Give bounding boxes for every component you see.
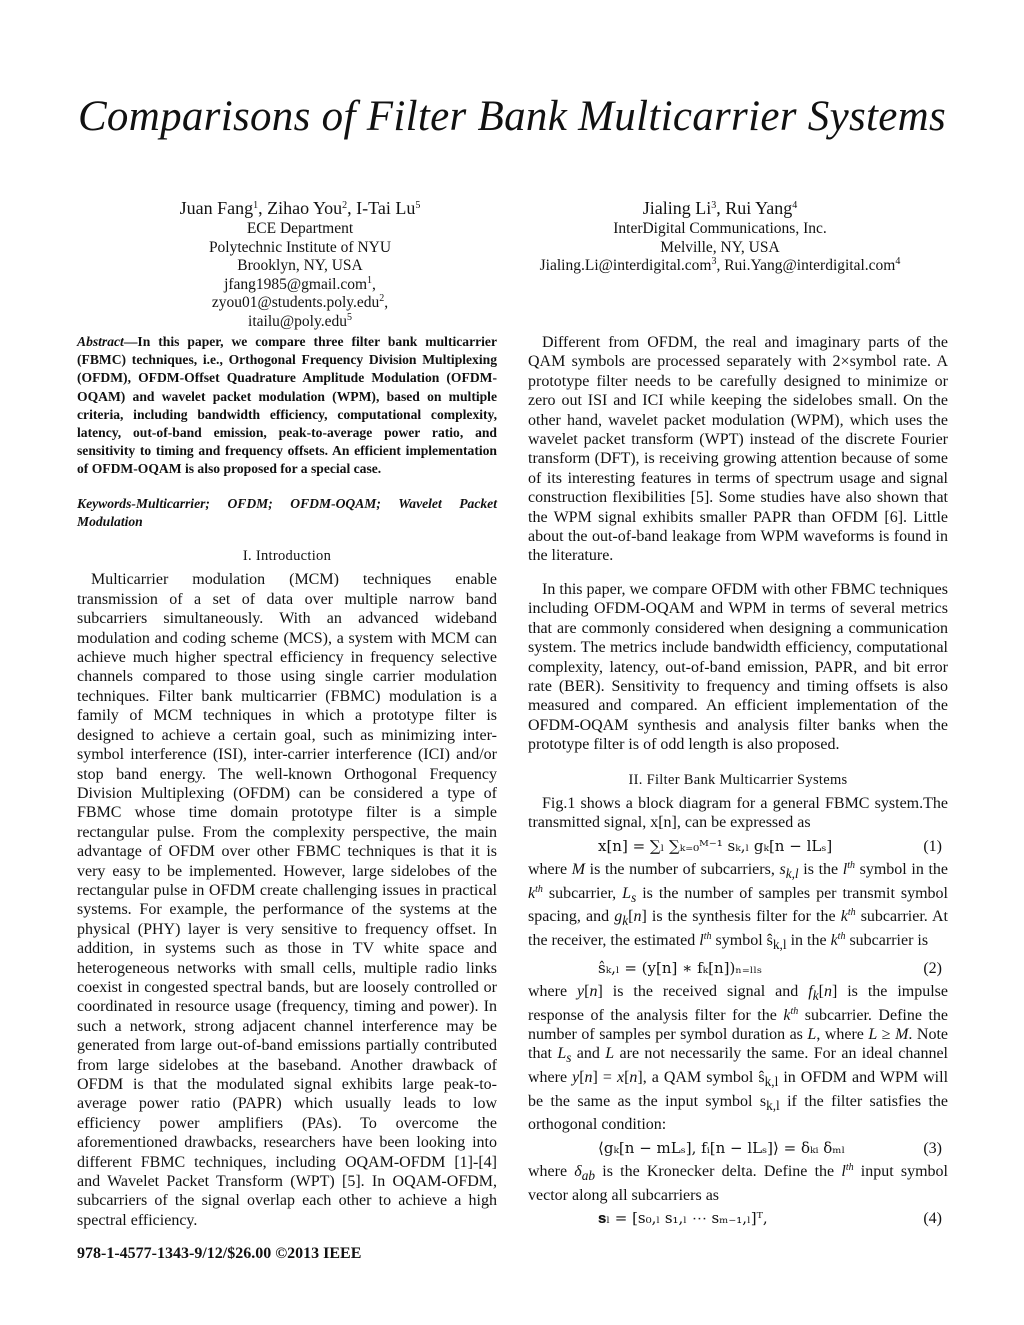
- copyright-footer: 978-1-4577-1343-9/12/$26.00 ©2013 IEEE: [77, 1245, 362, 1262]
- section-heading-introduction: I. Introduction: [242, 548, 332, 565]
- author-emails-cont: itailu@poly.edu$^5$: [248, 311, 352, 330]
- equation-expression: ⟨gₖ[n − mLₛ], fᵢ[n − lLₛ]⟩ = δₖᵢ δₘₗ: [598, 1138, 846, 1157]
- right-column: [528, 333, 948, 1232]
- equation-2: [528, 955, 948, 982]
- equation-number: (1): [923, 837, 942, 855]
- paper-title: Comparisons of Filter Bank Multicarrier Systems: [77, 93, 947, 140]
- author-dept: ECE Department: [246, 220, 354, 237]
- paragraph: Fig.1 shows a block diagram for a general FBMC system.The transmitted signal, x[n], can be expressed as: [528, 794, 948, 832]
- paragraph: Different from OFDM, the real and imaginary parts of the QAM symbols are processed separately with 2×symbol rate. A prototype filter needs to be carefully designed to minimize or zero out ISI and ICI while keeping the sidelobes small. On the other hand, wavelet packet modulation (WPM), which uses the wavelet packet transform (WPT) instead of the discrete Fourier transform (DFT), is receiving growing attention because of some of its interesting features in terms of spectrum usage and signal construction flexibilities [5]. Some studies have also shown that the WPM signal exhibits smaller PAPR than OFDM [6]. Little about the out-of-band leakage from WPM waveforms is found in the literature.: [528, 334, 948, 565]
- author-institution: InterDigital Communications, Inc.: [613, 220, 827, 237]
- equation-expression: x[n] = ∑ₗ ∑ₖ₌₀ᴹ⁻¹ sₖ,ₗ gₖ[n − lLₛ]: [598, 836, 833, 855]
- author-city: Melville, NY, USA: [660, 238, 780, 256]
- paragraph: where $\delta_{ab}$ is the Kronecker delta. Define the $l^{th}$ input symbol vector along all subcarriers as: [528, 1161, 948, 1204]
- equation-expression: 𝐬ₗ = [s₀,ₗ s₁,ₗ ⋯ sₘ₋₁,ₗ]ᵀ,: [598, 1208, 768, 1227]
- author-block-interdigital: [520, 197, 920, 276]
- section-heading-fbmc: II. Filter Bank Multicarrier Systems: [628, 771, 848, 788]
- equation-expression: ŝₖ,ₗ = (y[n] ∗ fₖ[n])ₙ₌ₗₗₛ: [598, 958, 763, 977]
- equation-1: [528, 833, 948, 860]
- left-column: [77, 333, 497, 1230]
- paragraph: In this paper, we compare OFDM with other FBMC techniques including OFDM-OQAM and WPM in terms of several metrics that are commonly considered when designing a communication system. The metrics include bandwidth efficiency, computational complexity, latency, out-of-band emission, PAPR, and bit error rate (BER). Sensitivity to frequency and timing offsets is also measured and compared. An efficient implementation of the OFDM-OQAM synthesis and analysis filter banks when the prototype filter is of odd length is also proposed.: [528, 580, 948, 754]
- equation-4: [528, 1205, 948, 1232]
- abstract-lead: Abstract: [77, 334, 124, 349]
- paragraph: where y[n] is the received signal and $f_k[n]$ is the impulse response of the analysis filter for the $k^{th}$ subcarrier. Define the number of samples per symbol duration as L, where L ≥ M. Note that $L_s$ and L are not necessarily the same. For an ideal channel where y[n] = x[n], a QAM symbol $ŝ_{k,l}$ in OFDM and WPM will be the same as the input symbol $s_{k,l}$ if the filter satisfies the orthogonal condition:: [528, 982, 949, 1134]
- author-names: Juan Fang$^1$, Zihao You$^2$, I-Tai Lu$^5$: [179, 198, 421, 218]
- author-emails: jfang1985@gmail.com$^1$, zyou01@students.poly.edu$^2$,: [211, 274, 389, 311]
- paragraph: where M is the number of subcarriers, $s_{k,l}$ is the $l^{th}$ symbol in the $k^{th}$ subcarrier, $L_s$ is the number of samples per transmit symbol spacing, and $g_k[n]$ is the synthesis filter for the $k^{th}$ subcarrier. At the receiver, the estimated $l^{th}$ symbol $ŝ_{k,l}$ in the $k^{th}$ subcarrier is: [528, 860, 949, 953]
- equation-3: [528, 1135, 948, 1162]
- author-emails: Jialing.Li@interdigital.com$^3$, Rui.Yang@interdigital.com$^4$: [539, 256, 901, 274]
- equation-number: (4): [923, 1209, 942, 1227]
- author-institution: Polytechnic Institute of NYU: [208, 238, 392, 256]
- equation-number: (3): [923, 1139, 942, 1157]
- equation-number: (2): [923, 959, 942, 977]
- author-city: Brooklyn, NY, USA: [237, 257, 363, 274]
- author-block-nyu: [135, 197, 465, 331]
- intro-paragraph: Multicarrier modulation (MCM) techniques enable transmission of a set of data over multiple narrow band subcarriers simultaneously. With an advanced wideband modulation and coding scheme (MCS), a system with MCM can achieve much higher spectral efficiency in frequency selective channels compared to those using single carrier modulation techniques. Filter bank multicarrier (FBMC) modulation is a family of MCM techniques in which a prototype filter is designed to achieve a certain goal, such as minimizing inter-symbol interference (ISI), inter-carrier interference (ICI) and/or stop band energy. The well-known Orthogonal Frequency Division Multiplexing (OFDM) can be considered a type of FBMC whose time domain prototype filter is a simple rectangular pulse. From the complexity perspective, the main advantage of OFDM over other FBMC techniques is that it is very easy to be implemented. However, large sidelobes of the rectangular pulse in OFDM create challenging issues in practical systems. For example, the performance of the systems at the physical (PHY) layer is very sensitive to frequency offset. In addition, in systems such as those in TV white space and heterogeneous networks with small cells, multiple radio links coexist in congested spectral bands, but are loosely controlled or coordinated in resource usage (frequency, timing and power). In such a network, strong adjacent channel interference may be generated from large out-of-band emissions partially contributed from large sidelobes at the baseband. Another drawback of OFDM is that the modulated signal exhibits large peak-to-average power ratio (PAPR) which usually leads to low efficiency power amplifiers (PAs). To overcome the aforementioned drawbacks, researchers have been looking into different FBMC techniques, including OQAM-OFDM [1]-[4] and Wavelet Packet Transform (WPT) [5]. In OQAM-OFDM, subcarriers of the signal overlap each other to achieve a high spectral efficiency.: [77, 571, 497, 1229]
- author-names: Jialing Li$^3$, Rui Yang$^4$: [642, 198, 798, 218]
- keywords: Keywords-Multicarrier; OFDM; OFDM-OQAM; Wavelet Packet Modulation: [77, 495, 497, 529]
- abstract: [77, 333, 497, 479]
- abstract-text: —In this paper, we compare three filter bank multicarrier (FBMC) techniques, i.e., Orthogonal Frequency Division Multiplexing (OFDM), OFDM-Offset Quadrature Amplitude Modulation (OFDM-OQAM) and wavelet packet modulation (WPM), based on multiple criteria, including bandwidth efficiency, computational complexity, latency, out-of-band emission, peak-to-average power ratio, and sensitivity to timing and frequency offsets. An efficient implementation of OFDM-OQAM is also proposed for a special case.: [77, 334, 497, 477]
